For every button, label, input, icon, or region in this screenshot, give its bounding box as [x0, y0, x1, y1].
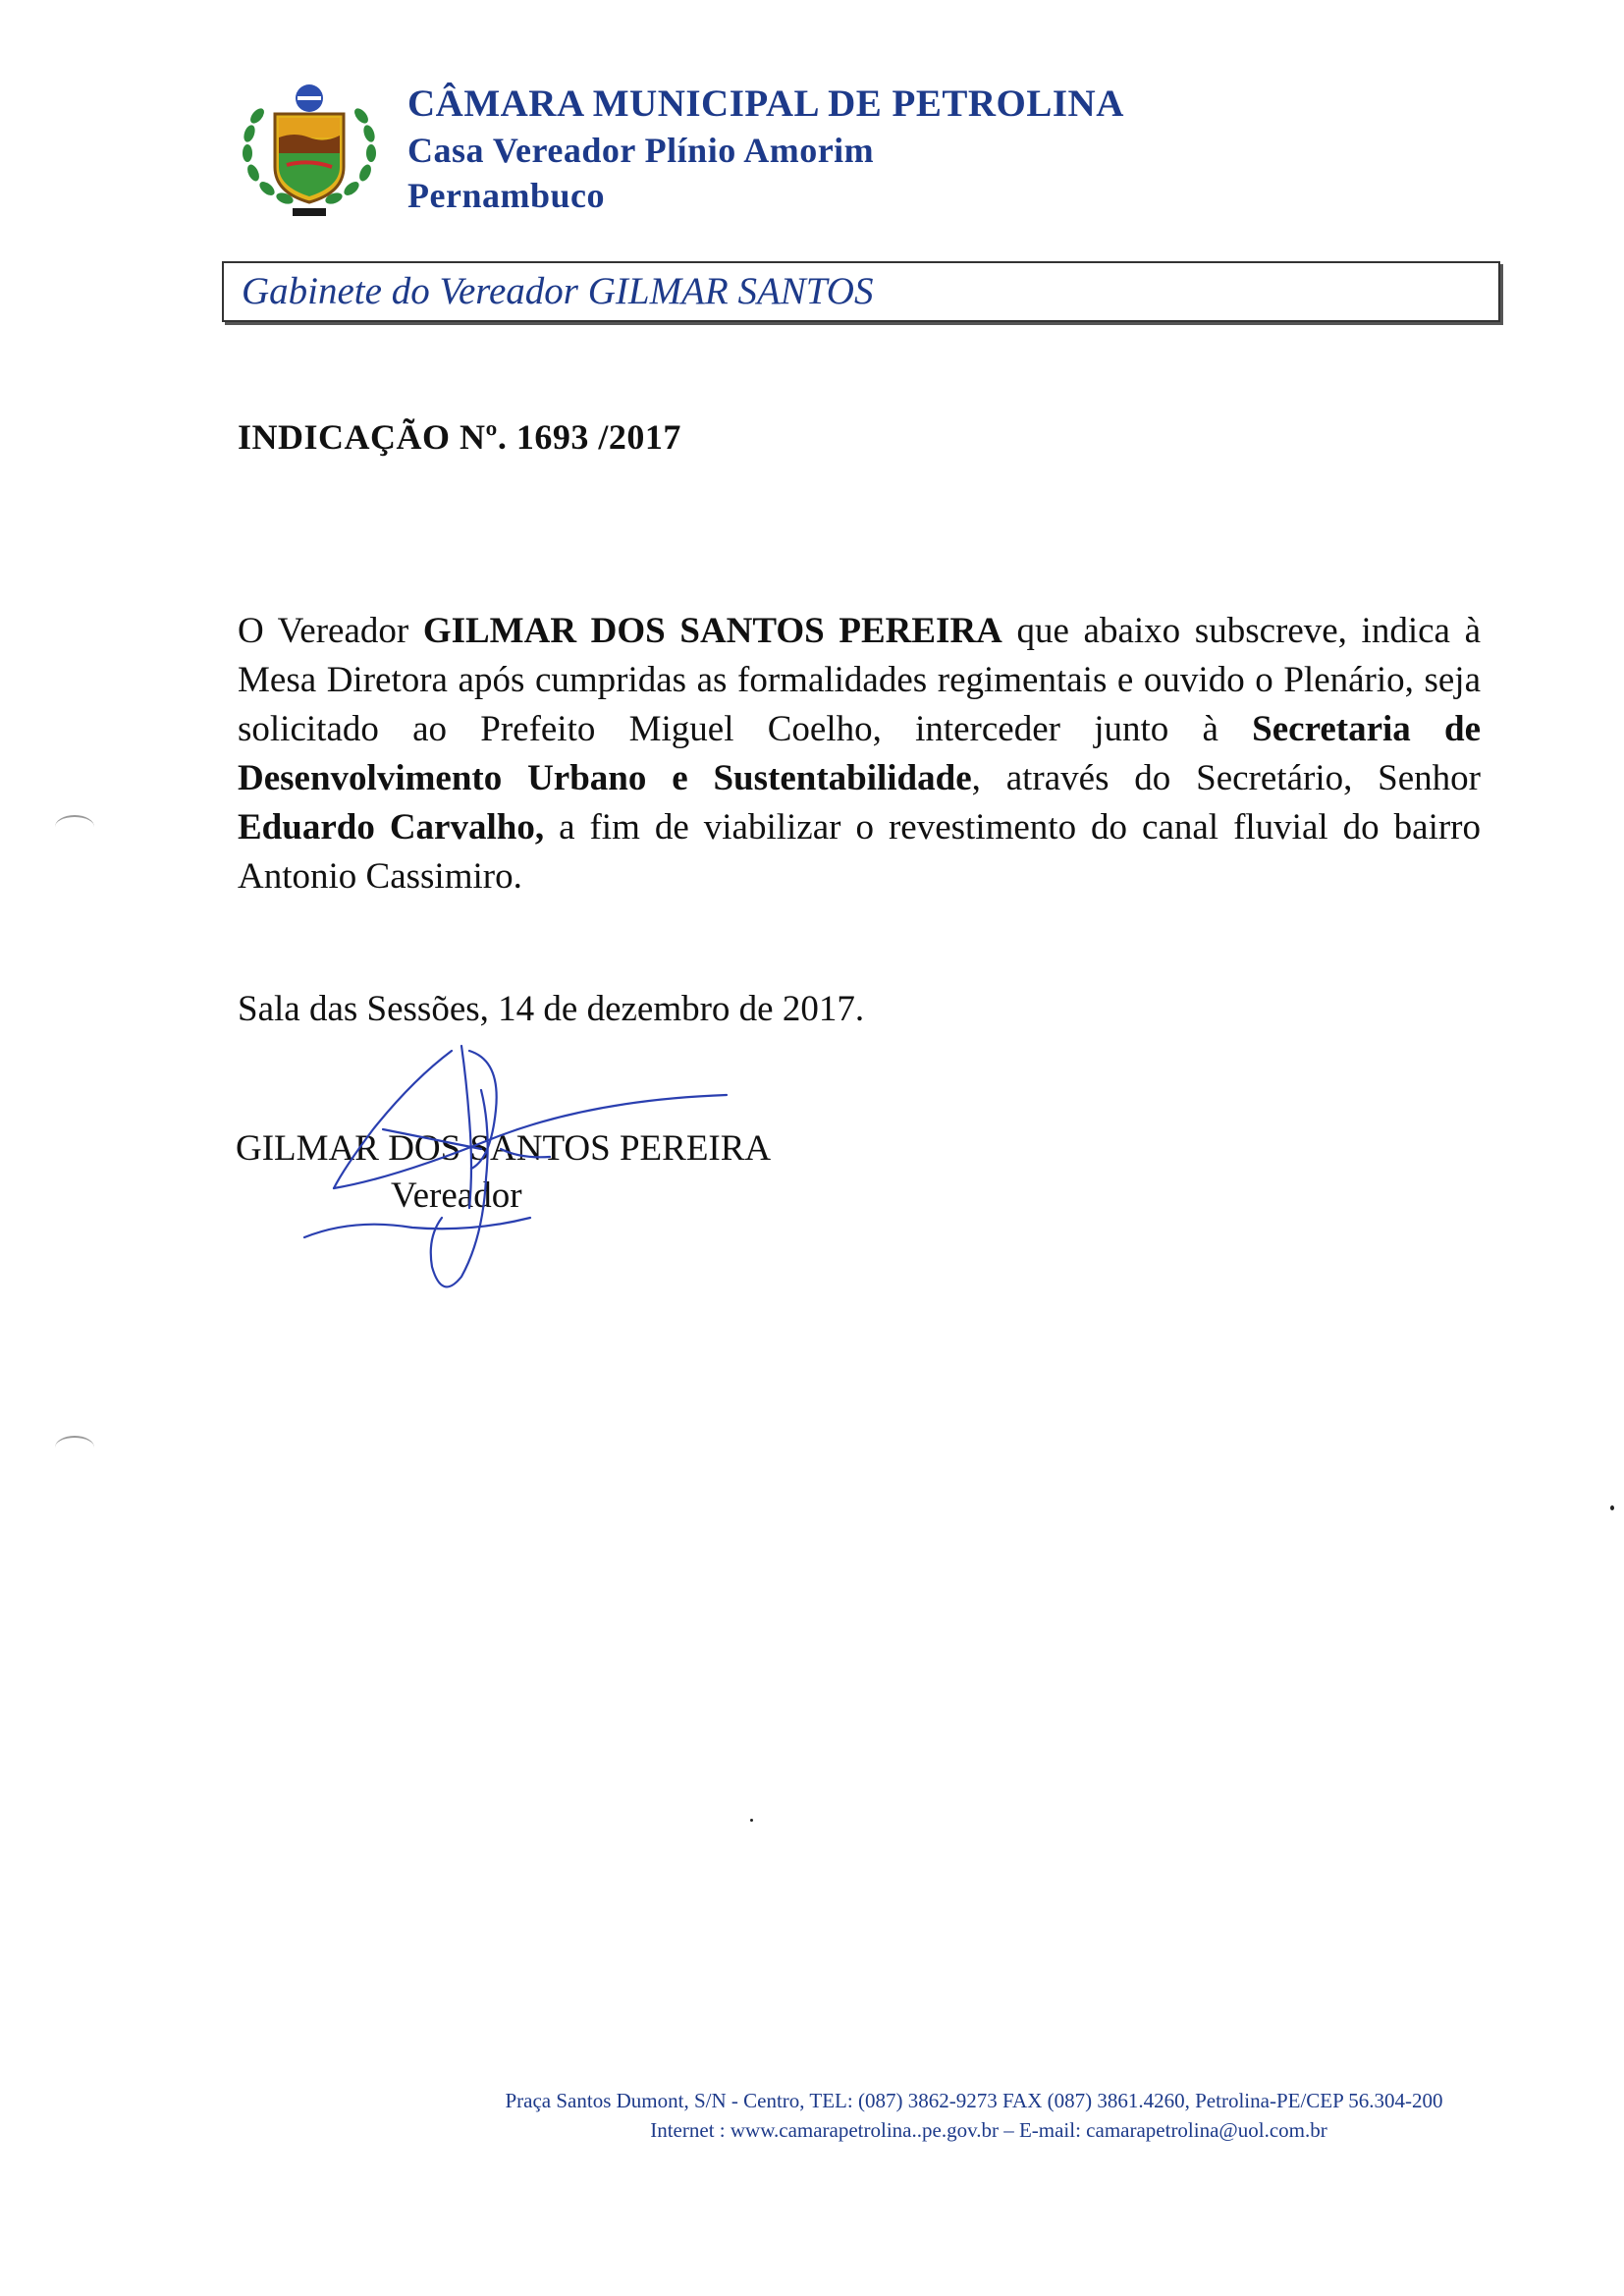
organization-lines	[407, 81, 1124, 218]
secretary-name: Eduardo Carvalho,	[238, 807, 545, 847]
cabinet-label: Gabinete do Vereador GILMAR SANTOS	[242, 270, 874, 312]
body-text-segment: que abaixo subscreve, indica à Mesa Diretora após cumpridas as formalidades regimentais e ouvido o Plenário, seja solicitado ao Prefeito Miguel Coelho, interceder junto à	[238, 611, 1481, 749]
municipal-crest-icon	[236, 77, 383, 224]
body-text-segment: , através do Secretário, Senhor	[971, 758, 1482, 798]
signer-role: Vereador	[391, 1175, 522, 1216]
cabinet-box	[222, 261, 1500, 322]
house-name: Casa Vereador Plínio Amorim	[407, 131, 875, 170]
body-text-segment: a fim de viabilizar o revestimento do canal fluvial do bairro Antonio Cassimiro.	[238, 807, 1481, 897]
signer-name: GILMAR DOS SANTOS PEREIRA	[236, 1128, 772, 1169]
organization-name: CÂMARA MUNICIPAL DE PETROLINA	[407, 82, 1124, 125]
body-paragraph	[238, 607, 1481, 902]
footer	[0, 2086, 1624, 2145]
punch-hole-mark	[55, 815, 94, 839]
secretariat-name: Secretaria de Desenvolvimento Urbano e Sustentabilidade	[238, 709, 1482, 798]
letterhead	[236, 77, 1218, 234]
footer-contact: Internet : www.camarapetrolina..pe.gov.br – E-mail: camarapetrolina@uol.com.br	[650, 2118, 1327, 2142]
punch-hole-mark	[55, 1436, 94, 1459]
scan-speck	[750, 1819, 753, 1822]
state-name: Pernambuco	[407, 176, 605, 215]
footer-address: Praça Santos Dumont, S/N - Centro, TEL: (087) 3862-9273 FAX (087) 3861.4260, Petrolina-PE/CEP 56.304-200	[505, 2089, 1443, 2112]
scan-speck	[1610, 1505, 1614, 1510]
body-text-segment: O Vereador	[238, 611, 423, 651]
document-title: INDICAÇÃO Nº. 1693 /2017	[238, 417, 681, 457]
councilor-name: GILMAR DOS SANTOS PEREIRA	[422, 611, 1002, 651]
place-date: Sala das Sessões, 14 de dezembro de 2017.	[238, 989, 865, 1029]
